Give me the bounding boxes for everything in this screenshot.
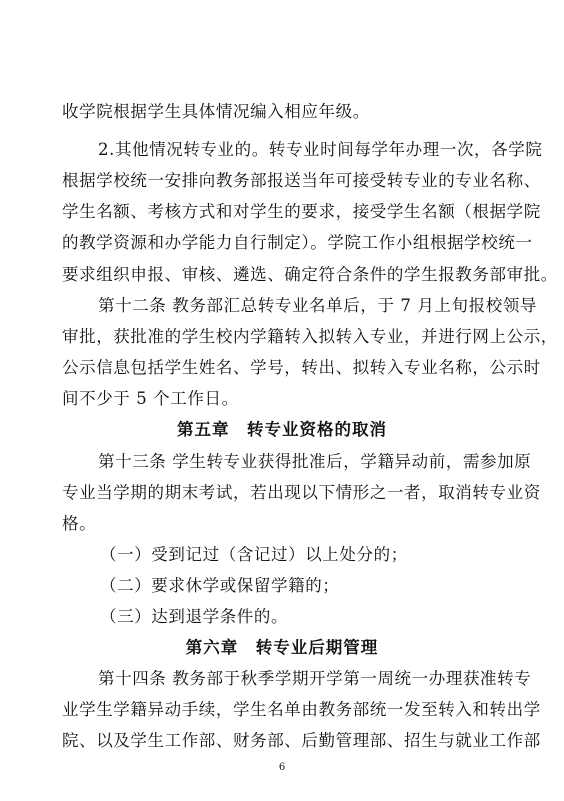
paragraph-line: 公示信息包括学生姓名、学号，转出、拟转入专业名称，公示时 bbox=[62, 358, 541, 377]
paragraph-line: 业学生学籍异动手续，学生名单由教务部统一发至转入和转出学 bbox=[62, 700, 541, 719]
list-item: （二）要求休学或保留学籍的； bbox=[100, 576, 340, 595]
article-13-line: 第十三条 学生转专业获得批准后，学籍异动前，需参加原 bbox=[98, 452, 532, 471]
paragraph-line: 根据学校统一安排向教务部报送当年可接受转专业的专业名称、 bbox=[62, 171, 541, 190]
list-item: （一）受到记过（含记过）以上处分的； bbox=[100, 545, 408, 564]
page-number: 6 bbox=[278, 762, 286, 773]
paragraph-line: 要求组织申报、审核、遴选、确定符合条件的学生报教务部审批。 bbox=[62, 265, 558, 284]
chapter-5-heading: 第五章 转专业资格的取消 bbox=[177, 420, 387, 439]
paragraph-line: 2.其他情况转专业的。转专业时间每学年办理一次，各学院 bbox=[98, 140, 543, 159]
paragraph-line: 学生名额、考核方式和对学生的要求，接受学生名额（根据学院 bbox=[62, 202, 541, 221]
paragraph-line: 审批，获批准的学生校内学籍转入拟转入专业，并进行网上公示， bbox=[62, 327, 558, 346]
paragraph-line: 院、以及学生工作部、财务部、后勤管理部、招生与就业工作部 bbox=[62, 731, 541, 750]
paragraph-line: 间不少于 5 个工作日。 bbox=[62, 389, 239, 408]
article-12-line: 第十二条 教务部汇总转专业名单后，于 7 月上旬报校领导 bbox=[98, 296, 538, 315]
article-14-line: 第十四条 教务部于秋季学期开学第一周统一办理获准转专 bbox=[98, 669, 532, 688]
paragraph-line: 格。 bbox=[62, 514, 97, 533]
chapter-6-heading: 第六章 转专业后期管理 bbox=[185, 638, 379, 657]
paragraph-line: 的教学资源和办学能力自行制定）。学院工作小组根据学校统一 bbox=[62, 233, 533, 252]
paragraph-line: 收学院根据学生具体情况编入相应年级。 bbox=[62, 102, 370, 121]
paragraph-line: 专业当学期的期末考试，若出现以下情形之一者，取消转专业资 bbox=[62, 483, 541, 502]
list-item: （三）达到退学条件的。 bbox=[100, 607, 289, 626]
